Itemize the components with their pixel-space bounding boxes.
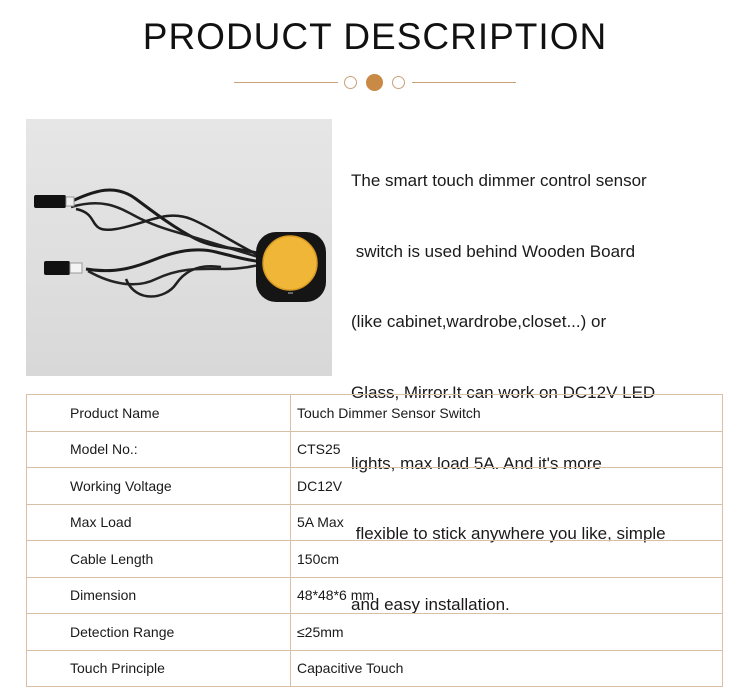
spec-label: Dimension — [27, 577, 291, 614]
description-line: The smart touch dimmer control sensor — [351, 171, 647, 191]
spec-label: Detection Range — [27, 614, 291, 651]
spec-value: Capacitive Touch — [291, 650, 723, 687]
spec-label: Model No.: — [27, 431, 291, 468]
spec-label: Working Voltage — [27, 468, 291, 505]
description-line: switch is used behind Wooden Board — [351, 241, 636, 261]
description-line: flexible to stick anywhere you like, simple — [351, 524, 666, 544]
table-row — [27, 577, 723, 614]
table-row — [27, 541, 723, 578]
spec-value: CTS25 — [291, 431, 723, 468]
touch-sensor-switch-icon — [26, 119, 332, 376]
spec-label: Cable Length — [27, 541, 291, 578]
table-row — [27, 614, 723, 651]
table-row — [27, 431, 723, 468]
table-row — [27, 504, 723, 541]
spec-value: DC12V — [291, 468, 723, 505]
table-row — [27, 395, 723, 432]
table-row — [27, 468, 723, 505]
spec-value: Touch Dimmer Sensor Switch — [291, 395, 723, 432]
title-divider — [0, 73, 750, 93]
spec-label: Max Load — [27, 504, 291, 541]
spec-value: 48*48*6 mm — [291, 577, 723, 614]
spec-label: Product Name — [27, 395, 291, 432]
description-line: lights, max load 5A. And it's more — [351, 453, 602, 473]
divider-dot-left — [344, 76, 357, 89]
page-title: PRODUCT DESCRIPTION — [142, 16, 608, 57]
description-line: (like cabinet,wardrobe,closet...) or — [351, 312, 607, 332]
product-photo — [26, 119, 332, 376]
divider-dot-center — [366, 74, 383, 91]
spec-value: 5A Max — [291, 504, 723, 541]
spec-value: ≤25mm — [291, 614, 723, 651]
divider-line-left — [234, 82, 338, 83]
table-row — [27, 650, 723, 687]
divider-line-right — [412, 82, 516, 83]
spec-table — [26, 394, 723, 687]
spec-value: 150cm — [291, 541, 723, 578]
description-line: Glass, Mirror.It can work on DC12V LED — [351, 383, 656, 403]
description-line: and easy installation. — [351, 594, 510, 614]
divider-dot-right — [392, 76, 405, 89]
spec-label: Touch Principle — [27, 650, 291, 687]
